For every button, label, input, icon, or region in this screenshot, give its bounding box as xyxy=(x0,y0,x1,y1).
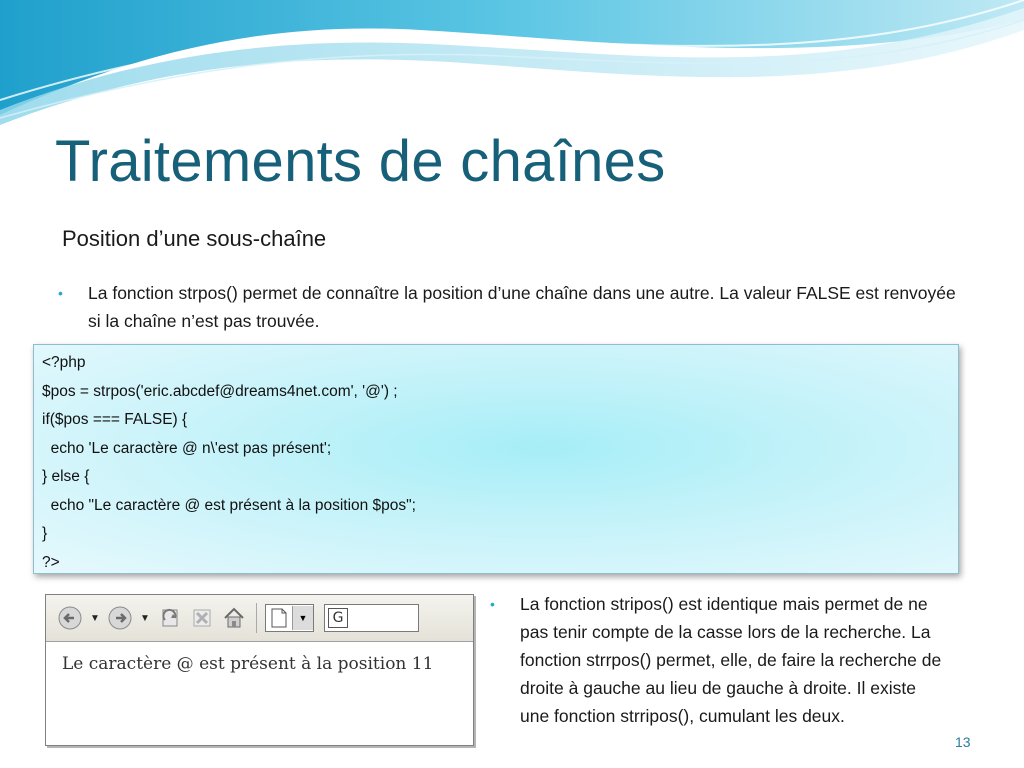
toolbar-divider xyxy=(256,603,257,633)
refresh-icon[interactable] xyxy=(156,604,184,632)
back-icon[interactable] xyxy=(56,604,84,632)
code-line: if($pos === FALSE) { xyxy=(42,411,188,428)
code-line: $pos = strpos('eric.abcdef@dreams4net.com', '@') ; xyxy=(42,382,398,400)
slide-title: Traitements de chaînes xyxy=(55,129,666,194)
bullet-item-stripos xyxy=(490,590,950,730)
bullet-item-strpos xyxy=(58,279,958,335)
forward-icon[interactable] xyxy=(106,604,134,632)
home-icon[interactable] xyxy=(220,604,248,632)
code-line: echo "Le caractère @ est présent à la position $pos"; xyxy=(42,496,416,514)
stop-icon[interactable] xyxy=(188,604,216,632)
page-menu[interactable] xyxy=(265,604,314,632)
search-g-icon: G xyxy=(328,608,348,628)
code-line: } xyxy=(42,525,48,542)
page-icon xyxy=(266,606,292,630)
browser-screenshot xyxy=(45,594,474,746)
bullet-icon: • xyxy=(490,596,495,612)
chevron-down-icon[interactable]: ▼ xyxy=(140,612,150,624)
code-line: echo 'Le caractère @ n\'est pas présent'; xyxy=(42,439,332,457)
bullet-text: La fonction strpos() permet de connaître la position d’une chaîne dans une autre. La valeur FALSE est renvoyée si la chaîne n’est pas trouvée. xyxy=(88,283,956,331)
code-line: } else { xyxy=(42,468,90,485)
header-wave-decoration xyxy=(0,0,1024,130)
code-line: <?php xyxy=(42,354,86,371)
browser-toolbar xyxy=(46,595,473,642)
bullet-text: La fonction stripos() est identique mais permet de ne pas tenir compte de la casse lors de la recherche. La fonction strrpos() permet, elle, de faire la recherche de droite à gauche au lieu de gauche à droite. Il existe une fonction strripos(), cumulant les deux. xyxy=(520,594,942,726)
bullet-icon: • xyxy=(58,285,63,301)
search-box[interactable] xyxy=(324,604,419,632)
browser-output-text: Le caractère @ est présent à la position 11 xyxy=(62,654,434,674)
code-block xyxy=(33,344,959,574)
page-number: 13 xyxy=(955,734,971,750)
chevron-down-icon[interactable]: ▼ xyxy=(90,612,100,624)
code-line: ?> xyxy=(42,553,60,571)
chevron-down-icon[interactable]: ▼ xyxy=(292,606,313,630)
slide-subtitle: Position d’une sous-chaîne xyxy=(62,226,327,251)
